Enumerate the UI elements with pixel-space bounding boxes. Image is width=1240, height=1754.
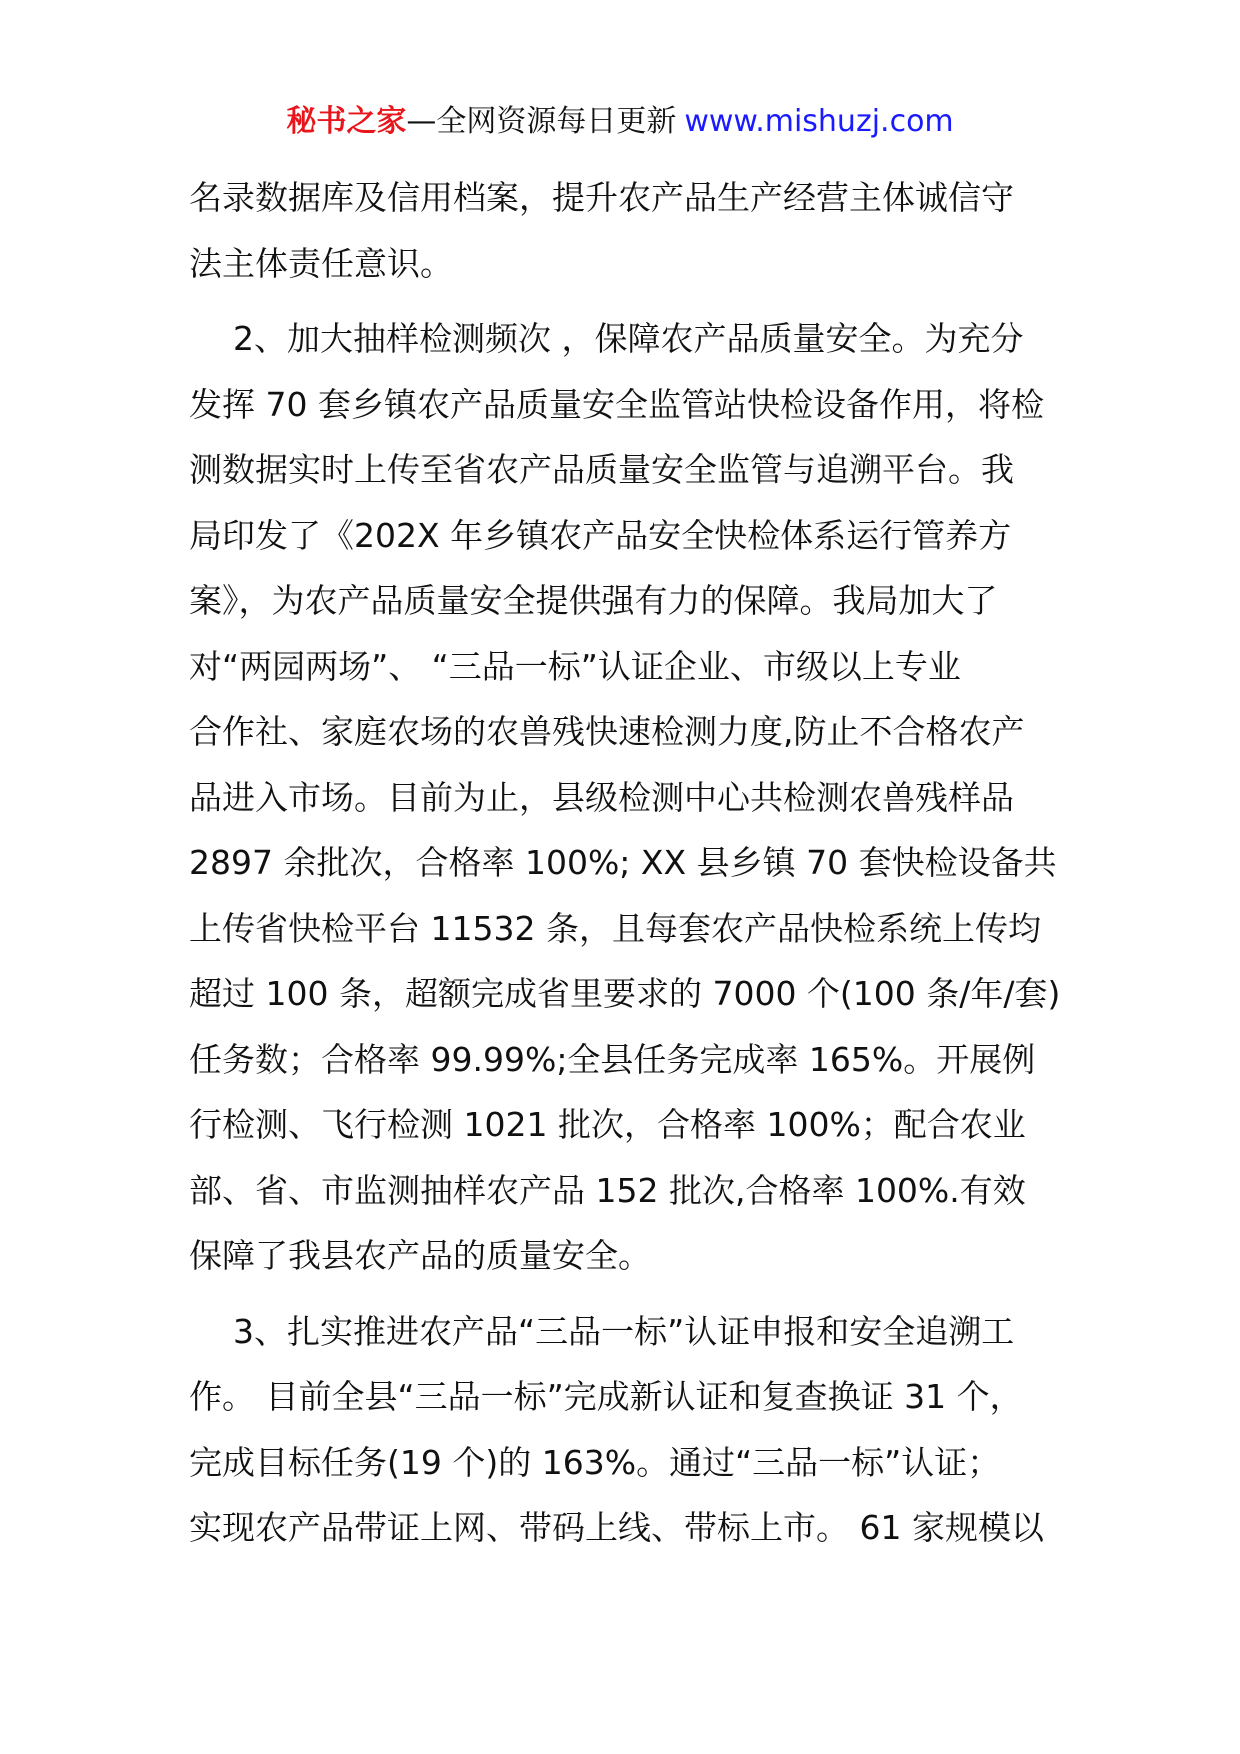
site-brand: 秘书之家 (286, 104, 407, 139)
text-line: 局印发了《202X 年乡镇农产品安全快检体系运行管养方 (189, 515, 1012, 555)
text-line: 行检测、飞行检测 1021 批次，合格率 100%；配合农业 (189, 1105, 1026, 1144)
text-line: 作。 目前全县“三品一标”完成新认证和复查换证 31 个， (189, 1377, 1023, 1416)
document-body (189, 165, 1065, 1561)
text-line: 对“两园两场”、 “三品一标”认证企业、市级以上专业 (189, 646, 961, 686)
text-line: 超过 100 条，超额完成省里要求的 7000 个(100 条/年/套) (189, 974, 1061, 1013)
paragraph-3 (189, 1299, 1065, 1561)
text-line: 测数据实时上传至省农产品质量安全监管与追溯平台。我 (189, 450, 1014, 489)
text-line: 完成目标任务(19 个)的 163%。通过“三品一标”认证； (189, 1442, 1001, 1482)
text-line: 名录数据库及信用档案，提升农产品生产经营主体诚信守 (189, 178, 1014, 217)
text-line: 案》，为农产品质量安全提供强有力的保障。我局加大了 (189, 581, 998, 620)
text-line: 2897 余批次，合格率 100%; XX 县乡镇 70 套快检设备共 (189, 843, 1057, 882)
site-header (0, 100, 1240, 144)
text-line: 品进入市场。目前为止，县级检测中心共检测农兽残样品 (189, 777, 1014, 817)
text-line: 3、扎实推进农产品“三品一标”认证申报和安全追溯工 (233, 1311, 1015, 1351)
paragraph-1 (189, 165, 1065, 296)
text-line: 合作社、家庭农场的农兽残快速检测力度,防止不合格农产 (189, 712, 1025, 751)
text-line: 发挥 70 套乡镇农产品质量安全监管站快检设备作用，将检 (189, 384, 1044, 424)
text-line: 法主体责任意识。 (189, 243, 453, 283)
text-line: 部、省、市监测抽样农产品 152 批次,合格率 100%.有效 (189, 1170, 1026, 1210)
paragraph-2 (189, 306, 1065, 1289)
site-url-link[interactable]: www.mishuzj.com (684, 104, 954, 139)
site-tagline: —全网资源每日更新 (406, 104, 677, 139)
text-line: 2、加大抽样检测频次 ，保障农产品质量安全。为充分 (233, 319, 1024, 358)
text-line: 任务数；合格率 99.99%;全县任务完成率 165%。开展例 (189, 1039, 1036, 1079)
text-line: 保障了我县农产品的质量安全。 (189, 1236, 651, 1275)
text-line: 实现农产品带证上网、带码上线、带标上市。 61 家规模以 (189, 1508, 1044, 1547)
text-line: 上传省快检平台 11532 条，且每套农产品快检系统上传均 (189, 908, 1041, 948)
